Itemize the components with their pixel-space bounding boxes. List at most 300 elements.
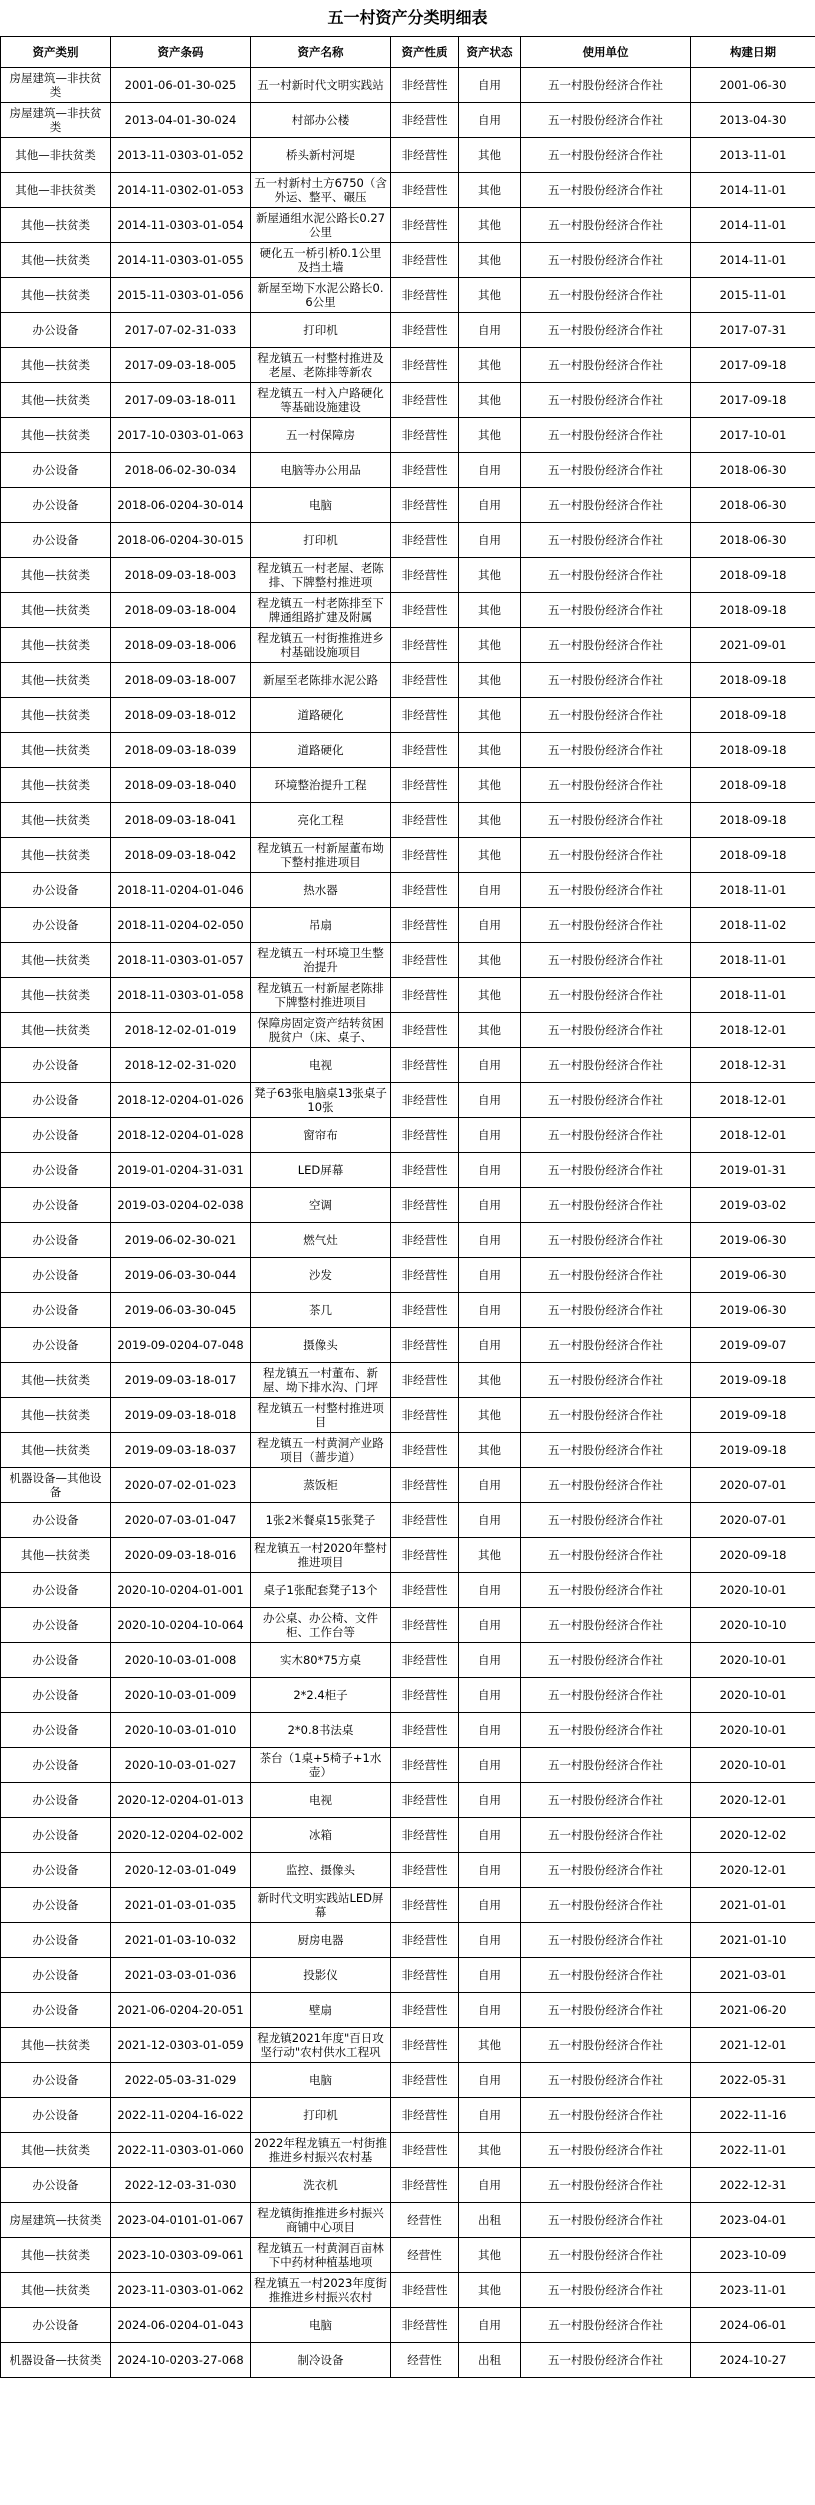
cell-date: 2019-09-18	[691, 1363, 815, 1398]
cell-barcode: 2024-06-0204-01-043	[111, 2308, 251, 2343]
asset-name-text: 程龙镇五一村2020年整村推进项目	[254, 1541, 387, 1569]
cell-unit: 五一村股份经济合作社	[521, 1398, 691, 1433]
cell-barcode: 2018-11-0204-01-046	[111, 873, 251, 908]
cell-status: 其他	[459, 593, 521, 628]
cell-category: 办公设备	[1, 2308, 111, 2343]
cell-nature: 非经营性	[391, 1223, 459, 1258]
cell-asset-name	[251, 523, 391, 558]
cell-date: 2018-09-18	[691, 593, 815, 628]
table-row	[1, 313, 815, 348]
table-row	[1, 943, 815, 978]
cell-status: 自用	[459, 1748, 521, 1783]
cell-asset-name	[251, 1258, 391, 1293]
cell-asset-name	[251, 1958, 391, 1993]
cell-date: 2018-11-02	[691, 908, 815, 943]
cell-category: 其他—扶贫类	[1, 383, 111, 418]
cell-nature: 非经营性	[391, 558, 459, 593]
cell-barcode: 2019-06-02-30-021	[111, 1223, 251, 1258]
table-row	[1, 2238, 815, 2273]
cell-barcode: 2020-09-03-18-016	[111, 1538, 251, 1573]
cell-unit: 五一村股份经济合作社	[521, 1223, 691, 1258]
cell-asset-name	[251, 1328, 391, 1363]
cell-barcode: 2018-09-03-18-040	[111, 768, 251, 803]
cell-unit: 五一村股份经济合作社	[521, 208, 691, 243]
cell-nature: 非经营性	[391, 838, 459, 873]
cell-nature: 非经营性	[391, 2308, 459, 2343]
cell-date: 2018-11-01	[691, 943, 815, 978]
table-row	[1, 593, 815, 628]
cell-status: 自用	[459, 1573, 521, 1608]
cell-nature: 非经营性	[391, 2133, 459, 2168]
cell-barcode: 2018-06-0204-30-015	[111, 523, 251, 558]
cell-status: 其他	[459, 1433, 521, 1468]
table-row	[1, 2168, 815, 2203]
cell-nature: 非经营性	[391, 1083, 459, 1118]
table-row	[1, 418, 815, 453]
asset-name-text: 2*0.8书法桌	[287, 1723, 354, 1737]
cell-nature: 非经营性	[391, 1293, 459, 1328]
asset-name-text: 程龙镇五一村董布、新屋、坳下排水沟、门坪	[263, 1366, 378, 1394]
cell-unit: 五一村股份经济合作社	[521, 943, 691, 978]
cell-category: 办公设备	[1, 1328, 111, 1363]
asset-name-text: 亮化工程	[297, 813, 344, 827]
cell-barcode: 2018-12-02-01-019	[111, 1013, 251, 1048]
cell-status: 自用	[459, 2063, 521, 2098]
cell-status: 其他	[459, 383, 521, 418]
cell-nature: 非经营性	[391, 103, 459, 138]
cell-category: 其他—扶贫类	[1, 418, 111, 453]
cell-status: 其他	[459, 243, 521, 278]
cell-category: 办公设备	[1, 2098, 111, 2133]
cell-nature: 非经营性	[391, 733, 459, 768]
cell-nature: 非经营性	[391, 1783, 459, 1818]
table-row	[1, 208, 815, 243]
table-row	[1, 733, 815, 768]
cell-unit: 五一村股份经济合作社	[521, 2063, 691, 2098]
cell-unit: 五一村股份经济合作社	[521, 2238, 691, 2273]
cell-unit: 五一村股份经济合作社	[521, 908, 691, 943]
cell-asset-name	[251, 768, 391, 803]
cell-category: 其他—扶贫类	[1, 663, 111, 698]
cell-barcode: 2019-09-03-18-018	[111, 1398, 251, 1433]
cell-status: 自用	[459, 1048, 521, 1083]
cell-barcode: 2020-10-0204-10-064	[111, 1608, 251, 1643]
cell-date: 2021-01-01	[691, 1888, 815, 1923]
cell-asset-name	[251, 943, 391, 978]
asset-name-text: 制冷设备	[297, 2353, 344, 2367]
cell-unit: 五一村股份经济合作社	[521, 2273, 691, 2308]
cell-asset-name	[251, 1503, 391, 1538]
table-row	[1, 488, 815, 523]
cell-asset-name	[251, 1153, 391, 1188]
cell-asset-name	[251, 1573, 391, 1608]
cell-asset-name	[251, 873, 391, 908]
asset-name-text: 摄像头	[303, 1338, 338, 1352]
cell-status: 其他	[459, 2028, 521, 2063]
table-row	[1, 1573, 815, 1608]
asset-name-text: 五一村保障房	[286, 428, 355, 442]
table-row	[1, 348, 815, 383]
asset-name-text: 洗衣机	[303, 2178, 338, 2192]
asset-name-text: 壁扇	[309, 2003, 332, 2017]
cell-nature: 非经营性	[391, 768, 459, 803]
cell-date: 2020-10-01	[691, 1713, 815, 1748]
cell-unit: 五一村股份经济合作社	[521, 2308, 691, 2343]
asset-table	[0, 36, 815, 2378]
cell-category: 办公设备	[1, 453, 111, 488]
cell-status: 自用	[459, 1118, 521, 1153]
cell-category: 办公设备	[1, 1993, 111, 2028]
cell-date: 2014-11-01	[691, 208, 815, 243]
cell-nature: 非经营性	[391, 943, 459, 978]
cell-asset-name	[251, 418, 391, 453]
cell-category: 其他—扶贫类	[1, 2028, 111, 2063]
cell-date: 2018-09-18	[691, 803, 815, 838]
cell-nature: 非经营性	[391, 663, 459, 698]
cell-category: 办公设备	[1, 1818, 111, 1853]
table-row	[1, 2308, 815, 2343]
cell-unit: 五一村股份经济合作社	[521, 1993, 691, 2028]
cell-category: 办公设备	[1, 1188, 111, 1223]
cell-asset-name	[251, 733, 391, 768]
asset-name-text: 沙发	[309, 1268, 332, 1282]
cell-barcode: 2015-11-0303-01-056	[111, 278, 251, 313]
asset-name-text: 程龙镇五一村入户路硬化等基础设施建设	[257, 386, 384, 414]
asset-name-text: 程龙镇五一村街推推进乡村基础设施项目	[257, 631, 384, 659]
asset-name-text: 新时代文明实践站LED屏幕	[257, 1891, 384, 1919]
cell-unit: 五一村股份经济合作社	[521, 2133, 691, 2168]
table-row	[1, 173, 815, 208]
table-row	[1, 978, 815, 1013]
cell-date: 2018-09-18	[691, 768, 815, 803]
cell-category: 办公设备	[1, 1958, 111, 1993]
cell-category: 其他—扶贫类	[1, 1538, 111, 1573]
cell-nature: 非经营性	[391, 873, 459, 908]
cell-barcode: 2001-06-01-30-025	[111, 68, 251, 103]
cell-nature: 非经营性	[391, 803, 459, 838]
cell-nature: 非经营性	[391, 2273, 459, 2308]
cell-unit: 五一村股份经济合作社	[521, 1888, 691, 1923]
cell-nature: 非经营性	[391, 1503, 459, 1538]
cell-date: 2018-11-01	[691, 873, 815, 908]
cell-status: 出租	[459, 2203, 521, 2238]
cell-nature: 非经营性	[391, 1363, 459, 1398]
cell-asset-name	[251, 2028, 391, 2063]
cell-asset-name	[251, 2098, 391, 2133]
cell-nature: 非经营性	[391, 313, 459, 348]
cell-unit: 五一村股份经济合作社	[521, 138, 691, 173]
cell-status: 自用	[459, 873, 521, 908]
cell-nature: 非经营性	[391, 1328, 459, 1363]
cell-status: 其他	[459, 2238, 521, 2273]
cell-barcode: 2021-01-03-10-032	[111, 1923, 251, 1958]
cell-asset-name	[251, 1433, 391, 1468]
header-category: 资产类别	[1, 37, 111, 68]
asset-name-text: 凳子63张电脑桌13张桌子10张	[254, 1086, 387, 1114]
cell-unit: 五一村股份经济合作社	[521, 733, 691, 768]
cell-barcode: 2020-10-03-01-027	[111, 1748, 251, 1783]
cell-category: 房屋建筑—非扶贫类	[1, 68, 111, 103]
table-row	[1, 1923, 815, 1958]
cell-unit: 五一村股份经济合作社	[521, 523, 691, 558]
cell-unit: 五一村股份经济合作社	[521, 1293, 691, 1328]
asset-name-text: 打印机	[303, 323, 338, 337]
cell-nature: 非经营性	[391, 68, 459, 103]
cell-asset-name	[251, 1083, 391, 1118]
table-row	[1, 1608, 815, 1643]
cell-barcode: 2018-06-02-30-034	[111, 453, 251, 488]
cell-unit: 五一村股份经济合作社	[521, 278, 691, 313]
asset-name-text: 吊扇	[309, 918, 332, 932]
cell-unit: 五一村股份经济合作社	[521, 1853, 691, 1888]
asset-name-text: 程龙镇五一村黄洞百亩林下中药材种植基地项	[257, 2241, 384, 2269]
asset-name-text: 2022年程龙镇五一村街推推进乡村振兴农村基	[254, 2136, 387, 2164]
cell-category: 其他—非扶贫类	[1, 173, 111, 208]
cell-nature: 非经营性	[391, 1013, 459, 1048]
cell-unit: 五一村股份经济合作社	[521, 2343, 691, 2378]
cell-nature: 非经营性	[391, 1118, 459, 1153]
cell-barcode: 2018-11-0303-01-057	[111, 943, 251, 978]
table-row	[1, 1503, 815, 1538]
cell-barcode: 2023-10-0303-09-061	[111, 2238, 251, 2273]
cell-date: 2019-03-02	[691, 1188, 815, 1223]
cell-category: 办公设备	[1, 1853, 111, 1888]
cell-unit: 五一村股份经济合作社	[521, 243, 691, 278]
cell-asset-name	[251, 1748, 391, 1783]
cell-status: 其他	[459, 2133, 521, 2168]
cell-date: 2022-11-01	[691, 2133, 815, 2168]
cell-date: 2018-12-01	[691, 1083, 815, 1118]
cell-status: 自用	[459, 908, 521, 943]
cell-barcode: 2020-12-03-01-049	[111, 1853, 251, 1888]
cell-unit: 五一村股份经济合作社	[521, 2203, 691, 2238]
cell-barcode: 2019-09-03-18-017	[111, 1363, 251, 1398]
cell-barcode: 2023-11-0303-01-062	[111, 2273, 251, 2308]
asset-name-text: 窗帘布	[303, 1128, 338, 1142]
cell-asset-name	[251, 698, 391, 733]
cell-asset-name	[251, 2203, 391, 2238]
cell-status: 自用	[459, 453, 521, 488]
cell-date: 2019-09-18	[691, 1433, 815, 1468]
cell-category: 其他—扶贫类	[1, 628, 111, 663]
cell-nature: 非经营性	[391, 523, 459, 558]
asset-name-text: 桥头新村河堤	[286, 148, 355, 162]
cell-nature: 非经营性	[391, 2063, 459, 2098]
cell-barcode: 2017-09-03-18-005	[111, 348, 251, 383]
cell-date: 2021-06-20	[691, 1993, 815, 2028]
cell-unit: 五一村股份经济合作社	[521, 1083, 691, 1118]
cell-date: 2024-10-27	[691, 2343, 815, 2378]
cell-category: 其他—扶贫类	[1, 208, 111, 243]
cell-status: 其他	[459, 943, 521, 978]
cell-category: 其他—扶贫类	[1, 838, 111, 873]
cell-date: 2022-05-31	[691, 2063, 815, 2098]
cell-status: 其他	[459, 558, 521, 593]
cell-date: 2020-07-01	[691, 1503, 815, 1538]
cell-date: 2020-10-01	[691, 1643, 815, 1678]
cell-status: 自用	[459, 1783, 521, 1818]
table-row	[1, 1083, 815, 1118]
table-row	[1, 1118, 815, 1153]
cell-status: 自用	[459, 1503, 521, 1538]
asset-name-text: 程龙镇五一村新屋董布坳下整村推进项目	[257, 841, 384, 869]
cell-asset-name	[251, 2063, 391, 2098]
cell-date: 2023-10-09	[691, 2238, 815, 2273]
asset-name-text: 办公桌、办公椅、文件柜、工作台等	[263, 1611, 378, 1639]
cell-date: 2021-03-01	[691, 1958, 815, 1993]
table-header-row	[1, 37, 815, 68]
cell-asset-name	[251, 243, 391, 278]
cell-asset-name	[251, 628, 391, 663]
cell-barcode: 2020-10-03-01-010	[111, 1713, 251, 1748]
cell-category: 其他—扶贫类	[1, 803, 111, 838]
cell-asset-name	[251, 2343, 391, 2378]
cell-asset-name	[251, 1853, 391, 1888]
cell-nature: 非经营性	[391, 1923, 459, 1958]
cell-barcode: 2019-06-03-30-045	[111, 1293, 251, 1328]
cell-asset-name	[251, 488, 391, 523]
cell-status: 其他	[459, 2273, 521, 2308]
cell-date: 2017-09-18	[691, 348, 815, 383]
cell-asset-name	[251, 1468, 391, 1503]
asset-name-text: 电脑	[309, 2073, 332, 2087]
table-row	[1, 1468, 815, 1503]
cell-barcode: 2014-11-0303-01-054	[111, 208, 251, 243]
cell-category: 其他—扶贫类	[1, 698, 111, 733]
header-status: 资产状态	[459, 37, 521, 68]
cell-barcode: 2020-07-03-01-047	[111, 1503, 251, 1538]
table-row	[1, 838, 815, 873]
cell-nature: 非经营性	[391, 208, 459, 243]
cell-status: 自用	[459, 1083, 521, 1118]
table-row	[1, 1398, 815, 1433]
cell-date: 2019-06-30	[691, 1293, 815, 1328]
cell-asset-name	[251, 2308, 391, 2343]
table-row	[1, 1713, 815, 1748]
cell-asset-name	[251, 278, 391, 313]
cell-status: 其他	[459, 698, 521, 733]
cell-date: 2018-06-30	[691, 488, 815, 523]
table-row	[1, 1293, 815, 1328]
cell-nature: 非经营性	[391, 1853, 459, 1888]
table-row	[1, 1433, 815, 1468]
cell-nature: 非经营性	[391, 593, 459, 628]
asset-name-text: 投影仪	[303, 1968, 338, 1982]
cell-date: 2018-09-18	[691, 698, 815, 733]
cell-asset-name	[251, 1293, 391, 1328]
cell-date: 2022-12-31	[691, 2168, 815, 2203]
cell-barcode: 2022-11-0204-16-022	[111, 2098, 251, 2133]
cell-nature: 非经营性	[391, 418, 459, 453]
cell-category: 其他—扶贫类	[1, 1433, 111, 1468]
cell-category: 其他—扶贫类	[1, 978, 111, 1013]
table-row	[1, 383, 815, 418]
cell-category: 其他—扶贫类	[1, 1363, 111, 1398]
cell-unit: 五一村股份经济合作社	[521, 2098, 691, 2133]
cell-barcode: 2018-11-0303-01-058	[111, 978, 251, 1013]
asset-name-text: 电视	[309, 1793, 332, 1807]
cell-barcode: 2013-04-01-30-024	[111, 103, 251, 138]
cell-status: 自用	[459, 1853, 521, 1888]
cell-category: 其他—扶贫类	[1, 768, 111, 803]
cell-asset-name	[251, 2133, 391, 2168]
cell-barcode: 2022-05-03-31-029	[111, 2063, 251, 2098]
cell-category: 办公设备	[1, 1608, 111, 1643]
cell-barcode: 2019-03-0204-02-038	[111, 1188, 251, 1223]
cell-barcode: 2017-09-03-18-011	[111, 383, 251, 418]
cell-status: 自用	[459, 68, 521, 103]
cell-category: 房屋建筑—非扶贫类	[1, 103, 111, 138]
cell-date: 2015-11-01	[691, 278, 815, 313]
asset-name-text: 程龙镇街推推进乡村振兴商铺中心项目	[257, 2206, 384, 2234]
table-row	[1, 628, 815, 663]
cell-nature: 非经营性	[391, 243, 459, 278]
cell-unit: 五一村股份经济合作社	[521, 1433, 691, 1468]
cell-status: 自用	[459, 313, 521, 348]
asset-name-text: 监控、摄像头	[286, 1863, 355, 1877]
cell-unit: 五一村股份经济合作社	[521, 1643, 691, 1678]
table-row	[1, 1048, 815, 1083]
cell-barcode: 2019-09-0204-07-048	[111, 1328, 251, 1363]
cell-barcode: 2018-12-0204-01-028	[111, 1118, 251, 1153]
cell-nature: 非经营性	[391, 1153, 459, 1188]
cell-status: 其他	[459, 1363, 521, 1398]
table-row	[1, 2133, 815, 2168]
cell-status: 自用	[459, 488, 521, 523]
cell-date: 2014-11-01	[691, 173, 815, 208]
asset-name-text: 1张2米餐桌15张凳子	[265, 1513, 376, 1527]
table-row	[1, 2343, 815, 2378]
cell-date: 2018-09-18	[691, 838, 815, 873]
cell-barcode: 2018-09-03-18-012	[111, 698, 251, 733]
asset-name-text: 保障房固定资产结转贫困脱贫户（床、桌子、	[257, 1016, 384, 1044]
cell-category: 办公设备	[1, 873, 111, 908]
asset-name-text: 电脑	[309, 2318, 332, 2332]
cell-barcode: 2018-06-0204-30-014	[111, 488, 251, 523]
cell-unit: 五一村股份经济合作社	[521, 1363, 691, 1398]
asset-name-text: 新屋通组水泥公路长0.27公里	[255, 211, 386, 239]
asset-name-text: 新屋至坳下水泥公路长0.6公里	[257, 281, 384, 309]
cell-asset-name	[251, 1643, 391, 1678]
cell-status: 其他	[459, 838, 521, 873]
cell-category: 其他—扶贫类	[1, 558, 111, 593]
cell-nature: 非经营性	[391, 1468, 459, 1503]
table-row	[1, 1643, 815, 1678]
cell-category: 办公设备	[1, 1678, 111, 1713]
cell-unit: 五一村股份经济合作社	[521, 1328, 691, 1363]
cell-status: 自用	[459, 1678, 521, 1713]
cell-nature: 非经营性	[391, 1643, 459, 1678]
cell-category: 其他—扶贫类	[1, 2133, 111, 2168]
cell-date: 2020-10-01	[691, 1678, 815, 1713]
cell-category: 其他—扶贫类	[1, 348, 111, 383]
asset-name-text: 空调	[309, 1198, 332, 1212]
cell-status: 其他	[459, 1538, 521, 1573]
cell-status: 自用	[459, 2098, 521, 2133]
cell-asset-name	[251, 383, 391, 418]
cell-unit: 五一村股份经济合作社	[521, 1468, 691, 1503]
cell-category: 办公设备	[1, 1748, 111, 1783]
header-date: 构建日期	[691, 37, 815, 68]
cell-category: 办公设备	[1, 1153, 111, 1188]
table-row	[1, 558, 815, 593]
cell-nature: 经营性	[391, 2343, 459, 2378]
cell-unit: 五一村股份经济合作社	[521, 768, 691, 803]
cell-category: 办公设备	[1, 313, 111, 348]
cell-status: 自用	[459, 1993, 521, 2028]
cell-asset-name	[251, 1223, 391, 1258]
table-row	[1, 523, 815, 558]
